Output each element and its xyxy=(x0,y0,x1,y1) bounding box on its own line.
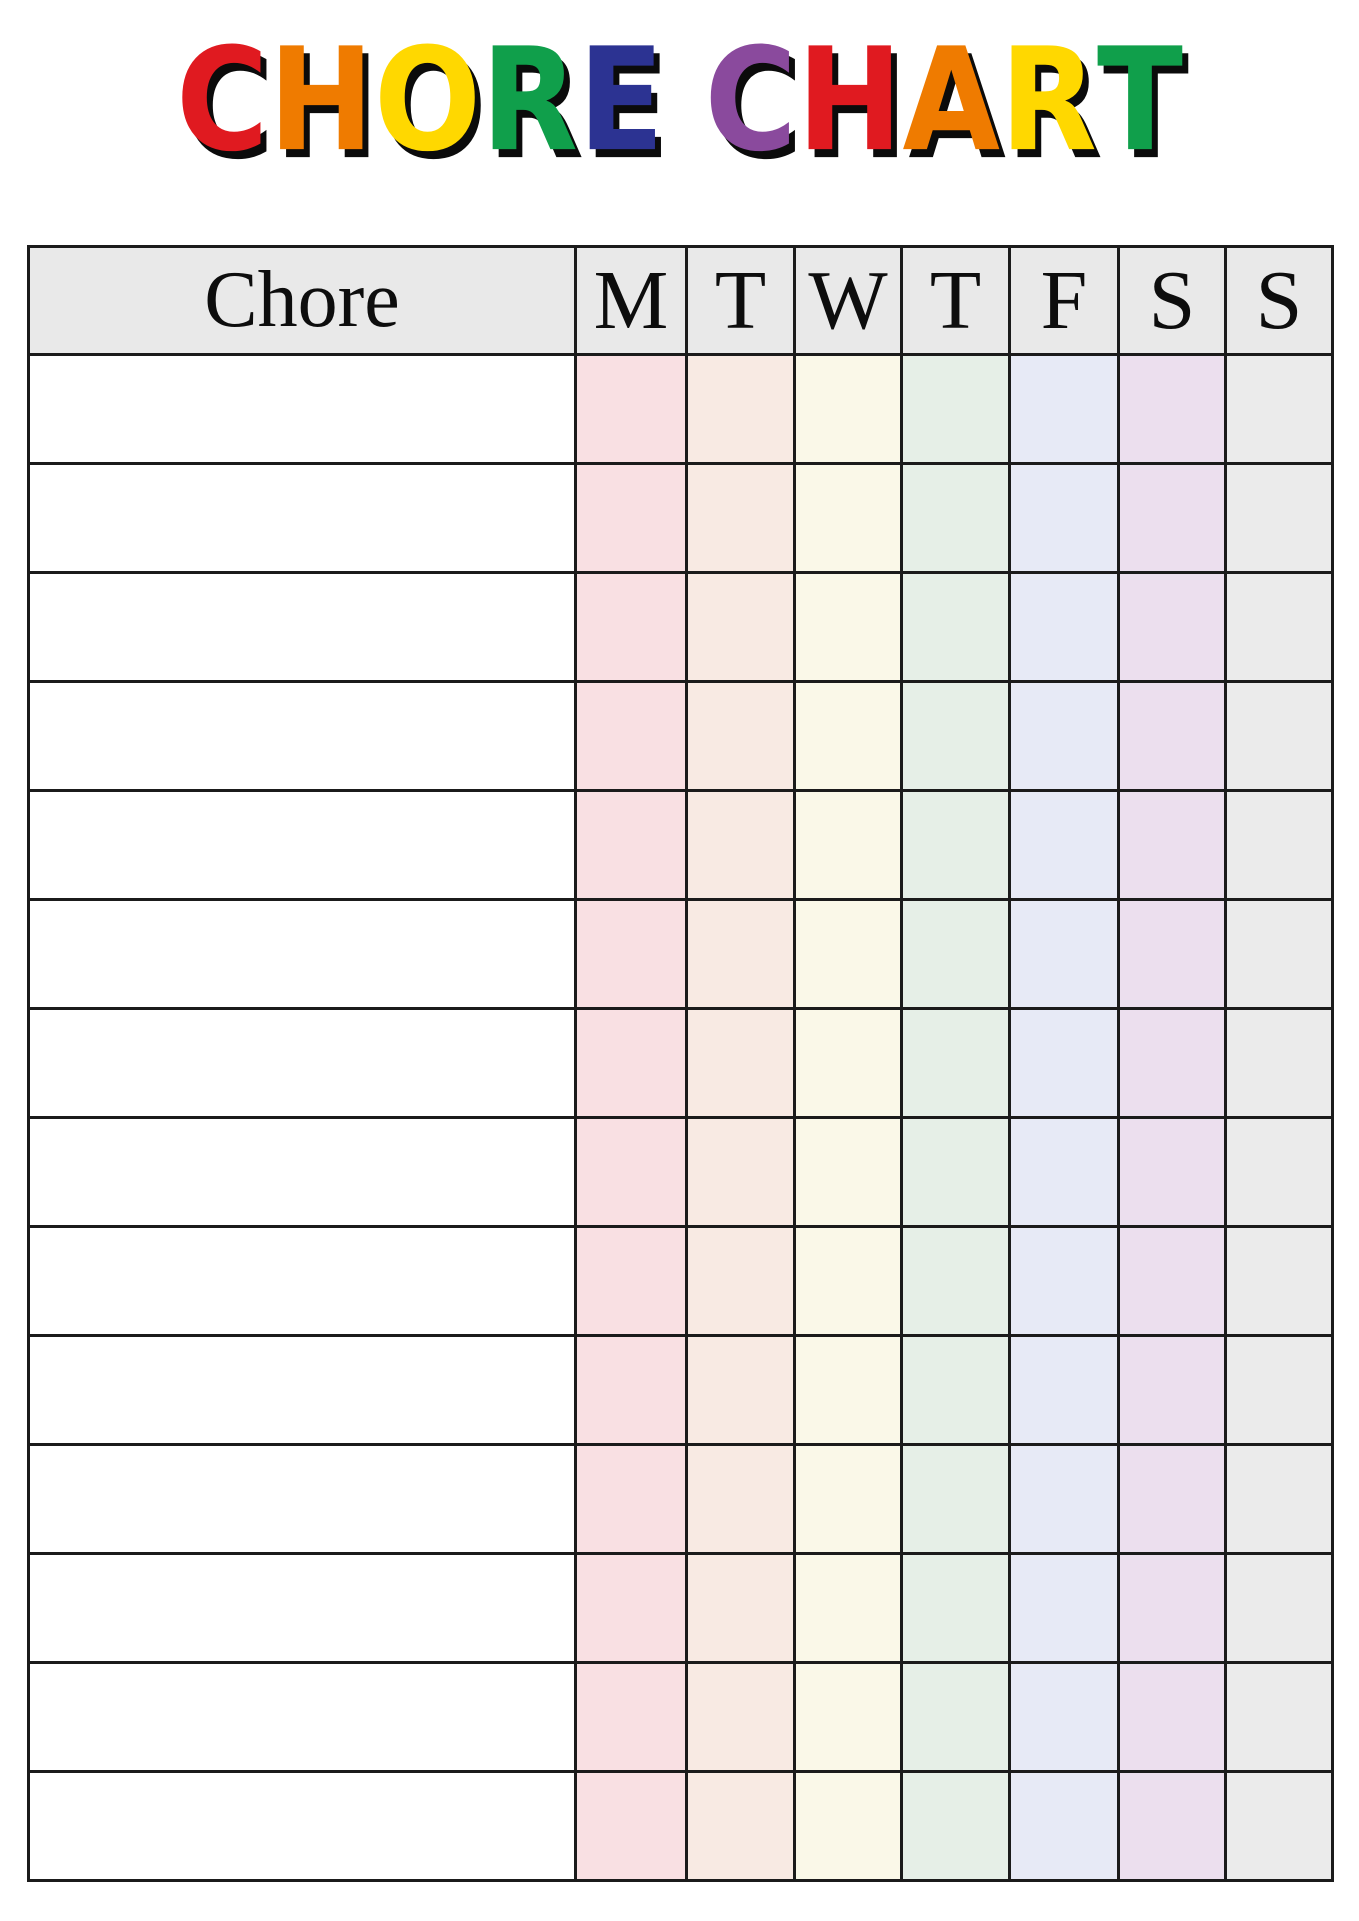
chore-name-cell xyxy=(29,1772,576,1881)
friday-cell xyxy=(1010,1009,1119,1118)
thursday-cell xyxy=(902,1336,1010,1445)
sunday-cell xyxy=(1226,900,1333,1009)
tuesday-cell xyxy=(687,682,795,791)
sunday-cell xyxy=(1226,464,1333,573)
sunday-cell xyxy=(1226,1445,1333,1554)
chore-name-cell xyxy=(29,355,576,464)
chore-name-cell xyxy=(29,682,576,791)
thursday-cell xyxy=(902,1663,1010,1772)
header-cell-wednesday: W xyxy=(795,247,902,355)
thursday-cell xyxy=(902,355,1010,464)
friday-cell xyxy=(1010,464,1119,573)
wednesday-cell xyxy=(795,1336,902,1445)
wednesday-cell xyxy=(795,1772,902,1881)
friday-cell xyxy=(1010,1336,1119,1445)
header-cell-saturday: S xyxy=(1119,247,1226,355)
thursday-cell xyxy=(902,1445,1010,1554)
wednesday-cell xyxy=(795,1118,902,1227)
thursday-cell xyxy=(902,1772,1010,1881)
header-cell-chore: Chore xyxy=(29,247,576,355)
chore-name-cell xyxy=(29,573,576,682)
tuesday-cell xyxy=(687,791,795,900)
sunday-cell xyxy=(1226,791,1333,900)
table-row xyxy=(29,1227,1333,1336)
sunday-cell xyxy=(1226,1227,1333,1336)
monday-cell xyxy=(576,1772,687,1881)
tuesday-cell xyxy=(687,1772,795,1881)
chore-chart-table xyxy=(27,245,1334,1882)
thursday-cell xyxy=(902,1554,1010,1663)
thursday-cell xyxy=(902,1227,1010,1336)
chore-name-cell xyxy=(29,464,576,573)
monday-cell xyxy=(576,1445,687,1554)
table-row xyxy=(29,1118,1333,1227)
wednesday-cell xyxy=(795,1227,902,1336)
monday-cell xyxy=(576,355,687,464)
monday-cell xyxy=(576,1118,687,1227)
wednesday-cell xyxy=(795,1009,902,1118)
saturday-cell xyxy=(1119,1336,1226,1445)
friday-cell xyxy=(1010,682,1119,791)
table-row xyxy=(29,1772,1333,1881)
title-letter: R xyxy=(999,16,1097,184)
saturday-cell xyxy=(1119,1772,1226,1881)
header-cell-thursday: T xyxy=(902,247,1010,355)
table-row xyxy=(29,1009,1333,1118)
sunday-cell xyxy=(1226,682,1333,791)
wednesday-cell xyxy=(795,1554,902,1663)
sunday-cell xyxy=(1226,1118,1333,1227)
saturday-cell xyxy=(1119,791,1226,900)
header-cell-monday: M xyxy=(576,247,687,355)
tuesday-cell xyxy=(687,1227,795,1336)
title-letter: H xyxy=(797,16,903,184)
sunday-cell xyxy=(1226,355,1333,464)
thursday-cell xyxy=(902,573,1010,682)
chore-name-cell xyxy=(29,1445,576,1554)
thursday-cell xyxy=(902,464,1010,573)
saturday-cell xyxy=(1119,1009,1226,1118)
chore-name-cell xyxy=(29,1663,576,1772)
friday-cell xyxy=(1010,1663,1119,1772)
friday-cell xyxy=(1010,791,1119,900)
friday-cell xyxy=(1010,573,1119,682)
wednesday-cell xyxy=(795,1663,902,1772)
monday-cell xyxy=(576,464,687,573)
thursday-cell xyxy=(902,1118,1010,1227)
wednesday-cell xyxy=(795,573,902,682)
monday-cell xyxy=(576,573,687,682)
header-cell-tuesday: T xyxy=(687,247,795,355)
wednesday-cell xyxy=(795,355,902,464)
sunday-cell xyxy=(1226,1663,1333,1772)
header-cell-friday: F xyxy=(1010,247,1119,355)
table-row xyxy=(29,791,1333,900)
table-row xyxy=(29,1336,1333,1445)
monday-cell xyxy=(576,1336,687,1445)
chore-name-cell xyxy=(29,1009,576,1118)
tuesday-cell xyxy=(687,1009,795,1118)
wednesday-cell xyxy=(795,682,902,791)
sunday-cell xyxy=(1226,1554,1333,1663)
table-row xyxy=(29,900,1333,1009)
chore-chart-title xyxy=(0,16,1359,184)
table-row xyxy=(29,464,1333,573)
chore-name-cell xyxy=(29,1227,576,1336)
tuesday-cell xyxy=(687,573,795,682)
sunday-cell xyxy=(1226,573,1333,682)
chore-name-cell xyxy=(29,1336,576,1445)
table-row xyxy=(29,1663,1333,1772)
chore-name-cell xyxy=(29,791,576,900)
table-row xyxy=(29,355,1333,464)
saturday-cell xyxy=(1119,900,1226,1009)
title-letter: T xyxy=(1097,16,1183,184)
table-row xyxy=(29,682,1333,791)
saturday-cell xyxy=(1119,1554,1226,1663)
monday-cell xyxy=(576,1227,687,1336)
table-row xyxy=(29,1554,1333,1663)
tuesday-cell xyxy=(687,1336,795,1445)
monday-cell xyxy=(576,900,687,1009)
monday-cell xyxy=(576,1009,687,1118)
thursday-cell xyxy=(902,682,1010,791)
sunday-cell xyxy=(1226,1772,1333,1881)
monday-cell xyxy=(576,791,687,900)
chore-name-cell xyxy=(29,900,576,1009)
thursday-cell xyxy=(902,1009,1010,1118)
thursday-cell xyxy=(902,900,1010,1009)
tuesday-cell xyxy=(687,1663,795,1772)
title-letter: A xyxy=(902,16,1000,184)
title-letter: R xyxy=(481,16,579,184)
wednesday-cell xyxy=(795,791,902,900)
monday-cell xyxy=(576,682,687,791)
title-letter: E xyxy=(578,16,665,184)
sunday-cell xyxy=(1226,1336,1333,1445)
tuesday-cell xyxy=(687,464,795,573)
wednesday-cell xyxy=(795,464,902,573)
saturday-cell xyxy=(1119,1227,1226,1336)
monday-cell xyxy=(576,1554,687,1663)
friday-cell xyxy=(1010,1118,1119,1227)
thursday-cell xyxy=(902,791,1010,900)
chore-name-cell xyxy=(29,1118,576,1227)
table-row xyxy=(29,1445,1333,1554)
tuesday-cell xyxy=(687,900,795,1009)
title-letter: H xyxy=(268,16,374,184)
title-letter: O xyxy=(373,16,482,184)
saturday-cell xyxy=(1119,1445,1226,1554)
saturday-cell xyxy=(1119,355,1226,464)
table-row xyxy=(29,573,1333,682)
saturday-cell xyxy=(1119,682,1226,791)
saturday-cell xyxy=(1119,1663,1226,1772)
friday-cell xyxy=(1010,1554,1119,1663)
wednesday-cell xyxy=(795,1445,902,1554)
saturday-cell xyxy=(1119,464,1226,573)
friday-cell xyxy=(1010,900,1119,1009)
title-letter: C xyxy=(704,16,797,184)
table-header-row xyxy=(29,247,1333,355)
tuesday-cell xyxy=(687,1118,795,1227)
tuesday-cell xyxy=(687,355,795,464)
saturday-cell xyxy=(1119,1118,1226,1227)
tuesday-cell xyxy=(687,1554,795,1663)
header-cell-sunday: S xyxy=(1226,247,1333,355)
title-letter: C xyxy=(176,16,269,184)
friday-cell xyxy=(1010,355,1119,464)
sunday-cell xyxy=(1226,1009,1333,1118)
friday-cell xyxy=(1010,1445,1119,1554)
chore-name-cell xyxy=(29,1554,576,1663)
friday-cell xyxy=(1010,1227,1119,1336)
saturday-cell xyxy=(1119,573,1226,682)
friday-cell xyxy=(1010,1772,1119,1881)
tuesday-cell xyxy=(687,1445,795,1554)
monday-cell xyxy=(576,1663,687,1772)
wednesday-cell xyxy=(795,900,902,1009)
